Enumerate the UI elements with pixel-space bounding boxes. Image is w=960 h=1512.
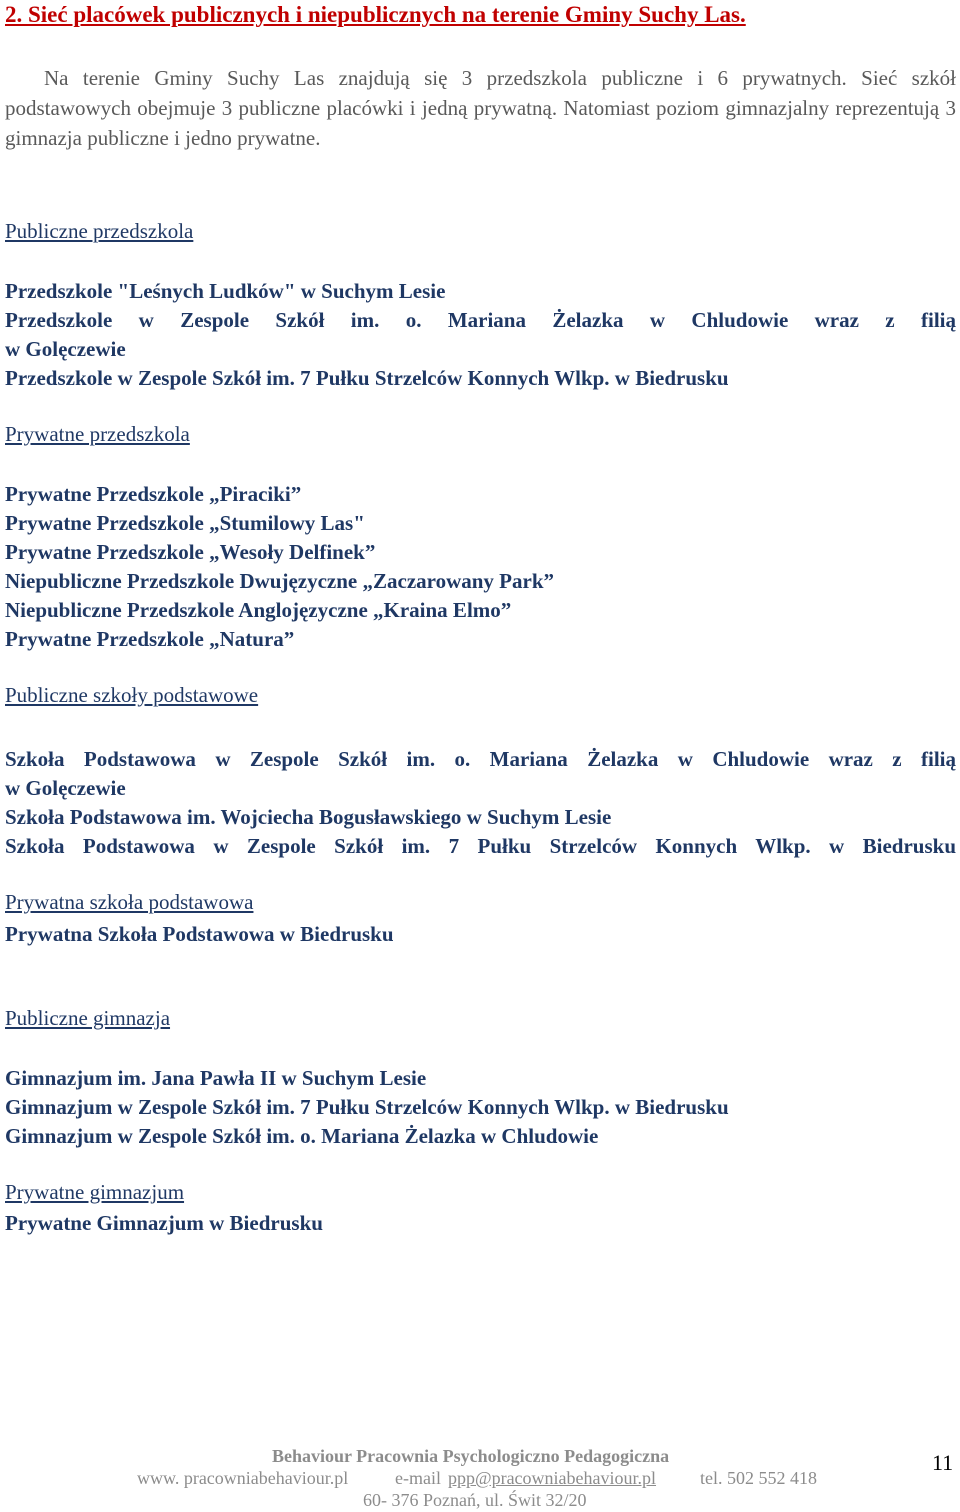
section-title-public-primary: Publiczne szkoły podstawowe <box>5 683 259 707</box>
footer-organization: Behaviour Pracownia Psychologiczno Pedagogiczna <box>272 1446 670 1466</box>
list-item: Przedszkole w Zespole Szkół im. 7 Pułku Strzelców Konnych Wlkp. w Biedrusku <box>5 366 729 390</box>
list-item: Niepubliczne Przedszkole Anglojęzyczne „Kraina Elmo” <box>5 598 512 622</box>
footer-email-link[interactable]: ppp@pracowniabehaviour.pl <box>448 1468 657 1488</box>
list-item: Gimnazjum w Zespole Szkół im. 7 Pułku Strzelców Konnych Wlkp. w Biedrusku <box>5 1095 729 1119</box>
list-item: Prywatne Przedszkole „Piraciki” <box>5 482 302 506</box>
list-item: Prywatna Szkoła Podstawowa w Biedrusku <box>5 922 394 946</box>
list-item: Szkoła Podstawowa im. Wojciecha Bogusławskiego w Suchym Lesie <box>5 805 612 829</box>
section-title-private-primary: Prywatna szkoła podstawowa <box>5 890 254 914</box>
intro-paragraph: Na terenie Gminy Suchy Las znajdują się 3 przedszkola publiczne i 6 prywatnych. Sieć szkół podstawowych obejmuje 3 publiczne placówki i jedną prywatną. Natomiast poziom gimnazjalny reprezentują 3 gimnazja publiczne i jedno prywatne. <box>5 66 956 150</box>
list-item: Gimnazjum im. Jana Pawła II w Suchym Lesie <box>5 1066 427 1090</box>
list-item: Szkoła Podstawowa w Zespole Szkół im. 7 Pułku Strzelców Konnych Wlkp. w Biedrusku <box>5 834 956 858</box>
list-item-continuation: w Golęczewie <box>5 337 126 361</box>
list-item: Gimnazjum w Zespole Szkół im. o. Mariana Żelazka w Chludowie <box>5 1124 599 1148</box>
section-title-private-preschools: Prywatne przedszkola <box>5 422 190 446</box>
section-title-public-gymnasium: Publiczne gimnazja <box>5 1006 171 1030</box>
list-item: Niepubliczne Przedszkole Dwujęzyczne „Zaczarowany Park” <box>5 569 555 593</box>
footer-email-label: e-mail <box>395 1468 441 1488</box>
section-title-public-preschools: Publiczne przedszkola <box>5 219 194 243</box>
section-title-private-gymnasium: Prywatne gimnazjum <box>5 1180 185 1204</box>
list-item: Przedszkole w Zespole Szkół im. o. Mariana Żelazka w Chludowie wraz z filią <box>5 308 956 332</box>
list-item-continuation: w Golęczewie <box>5 776 126 800</box>
list-item: Przedszkole "Leśnych Ludków" w Suchym Lesie <box>5 279 446 303</box>
list-item: Prywatne Gimnazjum w Biedrusku <box>5 1211 323 1235</box>
footer-phone: tel. 502 552 418 <box>700 1468 817 1488</box>
list-item: Prywatne Przedszkole „Wesoły Delfinek” <box>5 540 376 564</box>
footer-address: 60- 376 Poznań, ul. Świt 32/20 <box>363 1490 587 1510</box>
list-item: Szkoła Podstawowa w Zespole Szkół im. o. Mariana Żelazka w Chludowie wraz z filią <box>5 747 956 771</box>
list-item: Prywatne Przedszkole „Natura” <box>5 627 295 651</box>
page-number: 11 <box>932 1450 954 1475</box>
footer-website[interactable]: www. pracowniabehaviour.pl <box>137 1468 349 1488</box>
list-item: Prywatne Przedszkole „Stumilowy Las" <box>5 511 365 535</box>
page-heading: 2. Sieć placówek publicznych i niepublicznych na terenie Gminy Suchy Las. <box>5 2 746 27</box>
